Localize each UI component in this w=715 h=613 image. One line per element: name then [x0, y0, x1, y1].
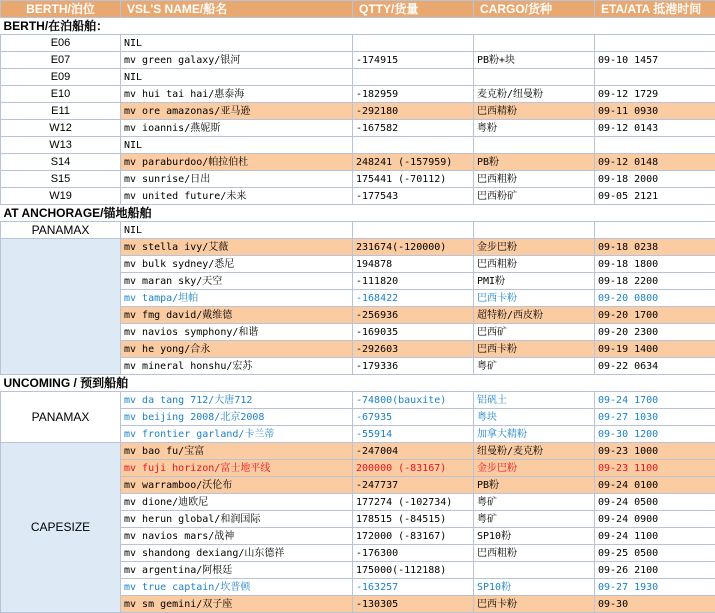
quantity-cell: -292603 — [353, 341, 474, 358]
cargo-cell: 巴西矿 — [474, 324, 595, 341]
vessel-name-cell: mv navios mars/战神 — [121, 528, 353, 545]
cargo-cell: PB粉 — [474, 154, 595, 171]
table-row — [1, 171, 715, 188]
quantity-cell: -111820 — [353, 273, 474, 290]
vessel-class-label: PANAMAX — [1, 392, 121, 443]
vessel-name-cell: mv beijing 2008/北京2008 — [121, 409, 353, 426]
vessel-name-cell: mv dione/迪欧尼 — [121, 494, 353, 511]
cargo-cell: 巴西粗粉 — [474, 545, 595, 562]
cargo-cell: 巴西卡粉 — [474, 290, 595, 307]
quantity-cell — [353, 35, 474, 52]
quantity-cell: -179336 — [353, 358, 474, 375]
header-cargo: CARGO/货种 — [474, 1, 595, 18]
eta-cell: 09-12 0148 — [595, 154, 715, 171]
cargo-cell: 粤矿 — [474, 494, 595, 511]
vessel-name-cell: NIL — [121, 69, 353, 86]
vessel-name-cell: mv argentina/阿根廷 — [121, 562, 353, 579]
quantity-cell: 200000 (-83167) — [353, 460, 474, 477]
berth-cell: E09 — [1, 69, 121, 86]
vessel-name-cell: mv tampa/坦帕 — [121, 290, 353, 307]
table-row — [1, 222, 715, 239]
header-quantity: QTTY/货量 — [353, 1, 474, 18]
quantity-cell: -169035 — [353, 324, 474, 341]
cargo-cell: 金步巴粉 — [474, 239, 595, 256]
vessel-name-cell: mv fuji horizon/富士地平线 — [121, 460, 353, 477]
table-row — [1, 69, 715, 86]
cargo-cell — [474, 137, 595, 154]
vessel-name-cell: mv true captain/坎普顿 — [121, 579, 353, 596]
vessel-name-cell: mv hui tai hai/惠泰海 — [121, 86, 353, 103]
eta-cell: 09-30 — [595, 596, 715, 613]
quantity-cell: -182959 — [353, 86, 474, 103]
table-row — [1, 239, 715, 256]
berth-cell: W13 — [1, 137, 121, 154]
cargo-cell: 粤矿 — [474, 358, 595, 375]
quantity-cell: -74800(bauxite) — [353, 392, 474, 409]
vessel-name-cell: NIL — [121, 137, 353, 154]
quantity-cell: -292180 — [353, 103, 474, 120]
cargo-cell — [474, 222, 595, 239]
quantity-cell: -55914 — [353, 426, 474, 443]
table-row — [1, 443, 715, 460]
cargo-cell: PB粉 — [474, 477, 595, 494]
quantity-cell: 178515 (-84515) — [353, 511, 474, 528]
quantity-cell: -130305 — [353, 596, 474, 613]
eta-cell: 09-22 0634 — [595, 358, 715, 375]
table-body — [1, 1, 715, 613]
eta-cell: 09-24 0500 — [595, 494, 715, 511]
eta-cell: 09-18 1800 — [595, 256, 715, 273]
cargo-cell: SP10粉 — [474, 579, 595, 596]
vessel-name-cell: mv bulk sydney/悉尼 — [121, 256, 353, 273]
berth-cell: E07 — [1, 52, 121, 69]
vessel-name-cell: mv mineral honshu/宏苏 — [121, 358, 353, 375]
quantity-cell: 194878 — [353, 256, 474, 273]
section-incoming — [1, 375, 715, 392]
vessel-name-cell: mv herun global/和润国际 — [121, 511, 353, 528]
quantity-cell: -163257 — [353, 579, 474, 596]
eta-cell: 09-27 1030 — [595, 409, 715, 426]
eta-cell: 09-24 0100 — [595, 477, 715, 494]
table-row — [1, 188, 715, 205]
quantity-cell: -67935 — [353, 409, 474, 426]
cargo-cell: 金步巴粉 — [474, 460, 595, 477]
header-vessel-name: VSL'S NAME/船名 — [121, 1, 353, 18]
vessel-name-cell: mv navios symphony/和谐 — [121, 324, 353, 341]
cargo-cell: 巴西卡粉 — [474, 341, 595, 358]
eta-cell: 09-11 0930 — [595, 103, 715, 120]
vessel-name-cell: mv ore amazonas/亚马逊 — [121, 103, 353, 120]
eta-cell: 09-26 2100 — [595, 562, 715, 579]
cargo-cell: 超特粉/西皮粉 — [474, 307, 595, 324]
eta-cell: 09-18 2000 — [595, 171, 715, 188]
eta-cell: 09-10 1457 — [595, 52, 715, 69]
header-berth: BERTH/泊位 — [1, 1, 121, 18]
table-row — [1, 154, 715, 171]
vessel-name-cell: NIL — [121, 222, 353, 239]
quantity-cell: 172000 (-83167) — [353, 528, 474, 545]
eta-cell: 09-24 0900 — [595, 511, 715, 528]
vessel-name-cell: mv he yong/合永 — [121, 341, 353, 358]
vessel-name-cell: mv da tang 712/大唐712 — [121, 392, 353, 409]
eta-cell — [595, 35, 715, 52]
quantity-cell: -256936 — [353, 307, 474, 324]
cargo-cell: 巴西卡粉 — [474, 596, 595, 613]
cargo-cell — [474, 69, 595, 86]
eta-cell: 09-12 1729 — [595, 86, 715, 103]
table-row — [1, 35, 715, 52]
quantity-cell: 231674(-120000) — [353, 239, 474, 256]
cargo-cell: 巴西精粉 — [474, 103, 595, 120]
vessel-name-cell: mv frontier garland/卡兰蒂 — [121, 426, 353, 443]
section-berth — [1, 18, 715, 35]
quantity-cell: 175441 (-70112) — [353, 171, 474, 188]
cargo-cell: 铝矾土 — [474, 392, 595, 409]
table-row — [1, 52, 715, 69]
eta-cell: 09-18 0238 — [595, 239, 715, 256]
berth-cell: W19 — [1, 188, 121, 205]
quantity-cell — [353, 69, 474, 86]
table-row — [1, 103, 715, 120]
berth-cell: S15 — [1, 171, 121, 188]
table-row — [1, 392, 715, 409]
eta-cell: 09-25 0500 — [595, 545, 715, 562]
cargo-cell: 粤粉 — [474, 120, 595, 137]
eta-cell: 09-12 0143 — [595, 120, 715, 137]
cargo-cell: 巴西粗粉 — [474, 256, 595, 273]
vessel-class-label: PANAMAX — [1, 222, 121, 239]
quantity-cell: -176300 — [353, 545, 474, 562]
vessel-name-cell: mv bao fu/宝富 — [121, 443, 353, 460]
berth-cell: E10 — [1, 86, 121, 103]
quantity-cell: -168422 — [353, 290, 474, 307]
eta-cell — [595, 137, 715, 154]
eta-cell: 09-24 1700 — [595, 392, 715, 409]
eta-cell — [595, 222, 715, 239]
quantity-cell: -247737 — [353, 477, 474, 494]
eta-cell: 09-20 2300 — [595, 324, 715, 341]
section-incoming-title: UNCOMING / 预到船舶 — [1, 375, 715, 392]
eta-cell: 09-18 2200 — [595, 273, 715, 290]
vessel-name-cell: mv sm gemini/双子座 — [121, 596, 353, 613]
quantity-cell: 175000(-112188) — [353, 562, 474, 579]
eta-cell: 09-23 1100 — [595, 460, 715, 477]
header-eta: ETA/ATA 抵港时间 — [595, 1, 715, 18]
eta-cell: 09-20 1700 — [595, 307, 715, 324]
berth-cell: W12 — [1, 120, 121, 137]
vessel-name-cell: mv fmg david/戴维德 — [121, 307, 353, 324]
vessel-name-cell: mv shandong dexiang/山东德祥 — [121, 545, 353, 562]
vessel-name-cell: mv ioannis/燕妮斯 — [121, 120, 353, 137]
quantity-cell — [353, 222, 474, 239]
berth-cell: E06 — [1, 35, 121, 52]
section-anchorage-title: AT ANCHORAGE/锚地船舶 — [1, 205, 715, 222]
berth-cell: E11 — [1, 103, 121, 120]
quantity-cell — [353, 137, 474, 154]
header-row — [1, 1, 715, 18]
vessel-name-cell: NIL — [121, 35, 353, 52]
berth-cell: S14 — [1, 154, 121, 171]
vessel-name-cell: mv stella ivy/艾薇 — [121, 239, 353, 256]
vessel-name-cell: mv green galaxy/银河 — [121, 52, 353, 69]
cargo-cell: 巴西粗粉 — [474, 171, 595, 188]
vessel-name-cell: mv sunrise/日出 — [121, 171, 353, 188]
vessel-class-group-cell — [1, 239, 121, 375]
cargo-cell: 粤块 — [474, 409, 595, 426]
cargo-cell: 纽曼粉/麦克粉 — [474, 443, 595, 460]
table-row — [1, 120, 715, 137]
table-row — [1, 137, 715, 154]
eta-cell: 09-23 1000 — [595, 443, 715, 460]
quantity-cell: -247004 — [353, 443, 474, 460]
quantity-cell: -167582 — [353, 120, 474, 137]
eta-cell: 09-24 1100 — [595, 528, 715, 545]
quantity-cell: -177543 — [353, 188, 474, 205]
quantity-cell: -174915 — [353, 52, 474, 69]
vessel-name-cell: mv maran sky/天空 — [121, 273, 353, 290]
eta-cell: 09-20 0800 — [595, 290, 715, 307]
cargo-cell: 加拿大精粉 — [474, 426, 595, 443]
cargo-cell: 巴西粉矿 — [474, 188, 595, 205]
cargo-cell — [474, 562, 595, 579]
section-anchorage — [1, 205, 715, 222]
vessel-name-cell: mv united future/未来 — [121, 188, 353, 205]
cargo-cell: PMI粉 — [474, 273, 595, 290]
eta-cell: 09-05 2121 — [595, 188, 715, 205]
cargo-cell: SP10粉 — [474, 528, 595, 545]
vessel-name-cell: mv paraburdoo/帕拉伯杜 — [121, 154, 353, 171]
cargo-cell: 麦克粉/纽曼粉 — [474, 86, 595, 103]
eta-cell: 09-27 1930 — [595, 579, 715, 596]
cargo-cell: 粤矿 — [474, 511, 595, 528]
cargo-cell — [474, 35, 595, 52]
eta-cell — [595, 69, 715, 86]
table-row — [1, 86, 715, 103]
vessel-class-label: CAPESIZE — [1, 443, 121, 613]
eta-cell: 09-30 1200 — [595, 426, 715, 443]
eta-cell: 09-19 1400 — [595, 341, 715, 358]
quantity-cell: 248241 (-157959) — [353, 154, 474, 171]
vessel-name-cell: mv warramboo/沃伦布 — [121, 477, 353, 494]
cargo-cell: PB粉+块 — [474, 52, 595, 69]
section-berth-title: BERTH/在泊船舶： — [1, 18, 715, 35]
quantity-cell: 177274 (-102734) — [353, 494, 474, 511]
